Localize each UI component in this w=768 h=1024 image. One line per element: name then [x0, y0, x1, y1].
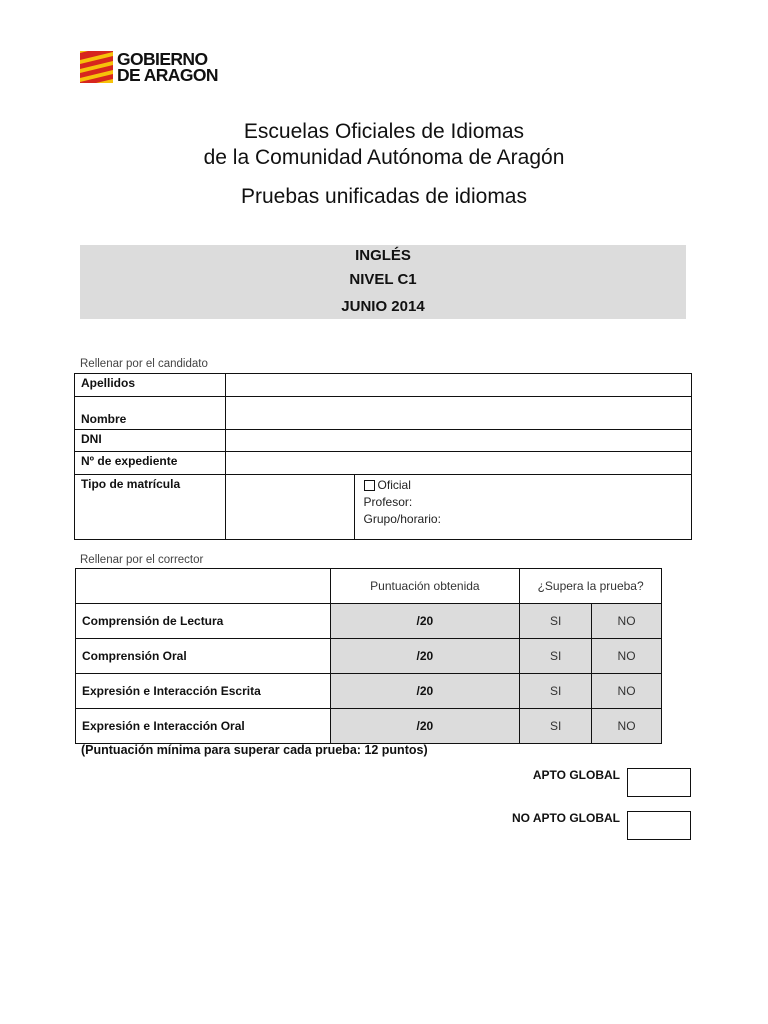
exam-level: NIVEL C1: [349, 271, 417, 288]
score-cell[interactable]: /20: [330, 604, 520, 639]
table-row: [76, 639, 662, 674]
exam-info-box: [80, 245, 686, 319]
candidate-table: [74, 373, 692, 540]
expediente-field[interactable]: [225, 452, 691, 475]
dni-label: DNI: [75, 430, 226, 452]
dni-field[interactable]: [225, 430, 691, 452]
nombre-field[interactable]: [225, 397, 691, 430]
title-line-2: de la Comunidad Autónoma de Aragón: [203, 146, 565, 169]
score-cell[interactable]: /20: [330, 674, 520, 709]
no-cell[interactable]: NO: [592, 604, 662, 639]
yes-cell[interactable]: SI: [520, 639, 592, 674]
apto-global-label: APTO GLOBAL: [532, 768, 620, 782]
skill-name: Expresión e Interacción Escrita: [76, 674, 331, 709]
no-cell[interactable]: NO: [592, 674, 662, 709]
skill-name: Expresión e Interacción Oral: [76, 709, 331, 744]
apto-global-box[interactable]: [627, 768, 691, 797]
exam-language: INGLÉS: [355, 247, 411, 264]
yes-cell[interactable]: SI: [520, 709, 592, 744]
skill-name: Comprensión Oral: [76, 639, 331, 674]
corrector-section-label: Rellenar por el corrector: [80, 554, 204, 566]
logo-line-2: DE ARAGON: [117, 65, 218, 85]
profesor-label: Profesor:: [363, 495, 413, 509]
no-cell[interactable]: NO: [592, 709, 662, 744]
nombre-label: Nombre: [75, 397, 226, 430]
skill-name: Comprensión de Lectura: [76, 604, 331, 639]
apellidos-field[interactable]: [225, 374, 691, 397]
apellidos-label: Apellidos: [75, 374, 226, 397]
no-cell[interactable]: NO: [592, 639, 662, 674]
logo-line-1: GOBIERNO: [117, 49, 208, 69]
grupo-horario-label: Grupo/horario:: [363, 512, 441, 526]
no-apto-global-box[interactable]: [627, 811, 691, 840]
tipo-matricula-label: Tipo de matrícula: [75, 475, 226, 540]
expediente-label: Nº de expediente: [75, 452, 226, 475]
score-header: Puntuación obtenida: [330, 569, 520, 604]
score-cell[interactable]: /20: [330, 639, 520, 674]
table-row: [76, 674, 662, 709]
gobierno-aragon-logo: [80, 51, 218, 83]
table-row: [76, 709, 662, 744]
oficial-checkbox[interactable]: [364, 480, 375, 491]
yes-cell[interactable]: SI: [520, 674, 592, 709]
pass-header: ¿Supera la prueba?: [520, 569, 662, 604]
yes-cell[interactable]: SI: [520, 604, 592, 639]
exam-session: JUNIO 2014: [341, 298, 425, 315]
tipo-options: [354, 475, 691, 540]
corrector-header-blank: [76, 569, 331, 604]
tipo-matricula-field[interactable]: [225, 475, 354, 540]
corrector-table: [75, 568, 662, 744]
candidate-section-label: Rellenar por el candidato: [80, 358, 208, 370]
minimum-score-note: (Puntuación mínima para superar cada prueba: 12 puntos): [81, 743, 428, 757]
table-row: [76, 604, 662, 639]
score-cell[interactable]: /20: [330, 709, 520, 744]
aragon-flag-icon: [80, 51, 113, 83]
subtitle: Pruebas unificadas de idiomas: [240, 185, 527, 208]
title-line-1: Escuelas Oficiales de Idiomas: [243, 120, 525, 143]
oficial-label: Oficial: [377, 478, 411, 492]
no-apto-global-label: NO APTO GLOBAL: [512, 811, 620, 825]
